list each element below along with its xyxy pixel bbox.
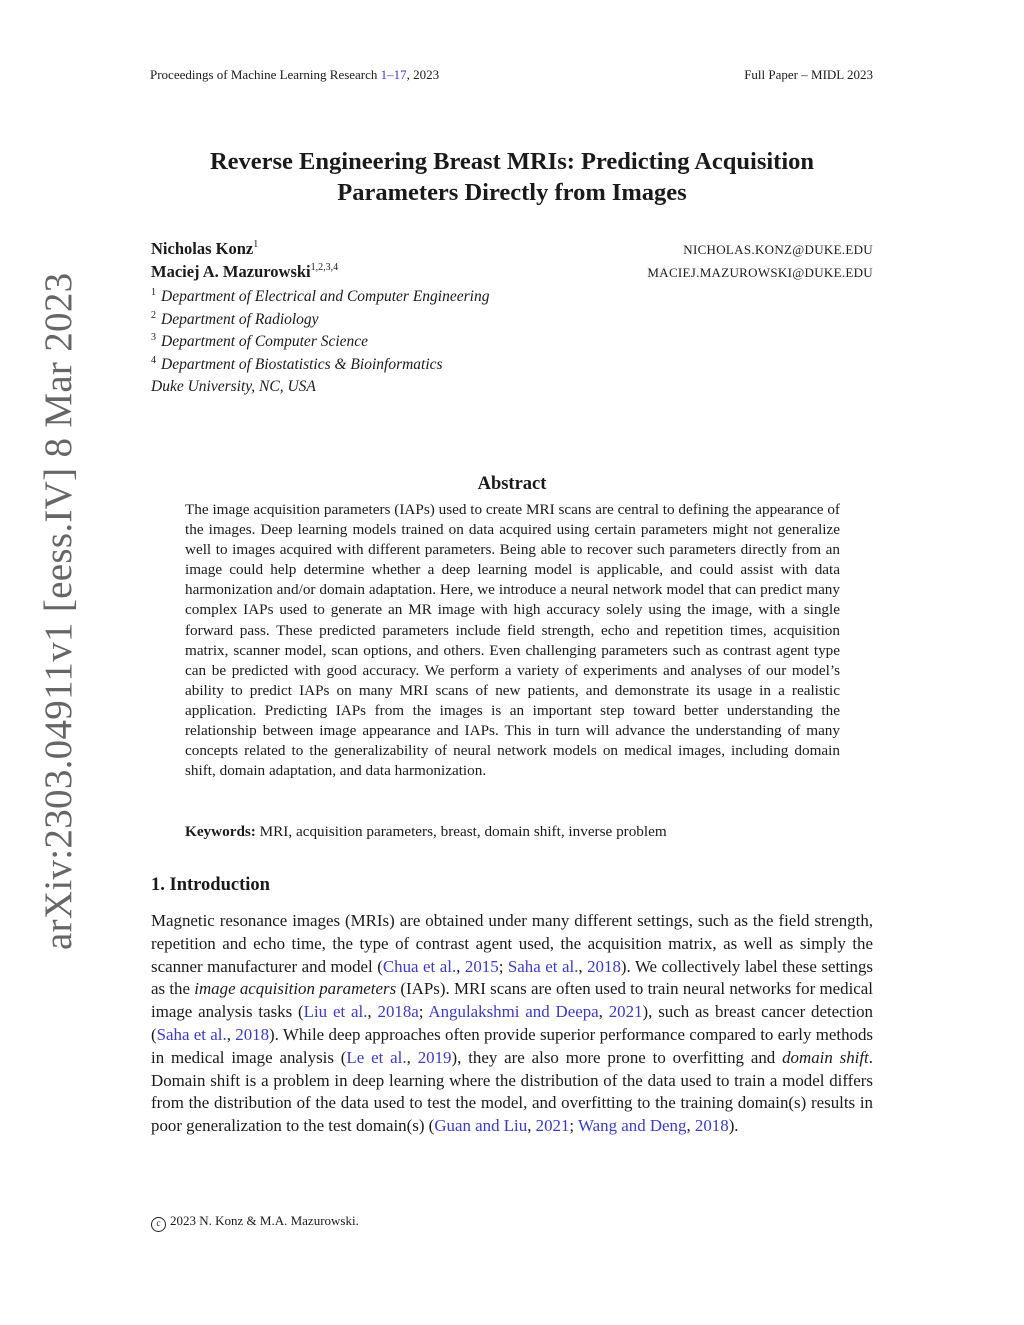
citation-link[interactable]: Angulakshmi and Deepa xyxy=(428,1002,599,1022)
keywords-label: Keywords: xyxy=(185,823,256,840)
author-email: MACIEJ.MAZUROWSKI@DUKE.EDU xyxy=(647,265,873,280)
citation-link[interactable]: 2015 xyxy=(464,956,499,976)
arxiv-watermark: arXiv:2303.04911v1 [eess.IV] 8 Mar 2023 xyxy=(37,272,80,950)
author-row xyxy=(151,239,873,262)
citation-link[interactable]: Saha et al. xyxy=(507,956,579,976)
citation-link[interactable]: 2018 xyxy=(587,956,621,976)
citation-link[interactable]: Wang and Deng xyxy=(578,1116,687,1136)
citation-link[interactable]: 2021 xyxy=(608,1002,643,1022)
affiliation-item: $^1$ Department of Electrical and Computer Engineering xyxy=(151,287,490,306)
citation-link[interactable]: Liu et al. xyxy=(303,1002,368,1022)
citation-link[interactable]: 2021 xyxy=(535,1116,570,1136)
copyright-text: 2023 N. Konz & M.A. Mazurowski. xyxy=(170,1213,359,1228)
title-line-1: Reverse Engineering Breast MRIs: Predicting Acquisition xyxy=(209,148,815,175)
affiliations xyxy=(151,287,489,400)
abstract-heading: Abstract xyxy=(477,474,547,494)
affiliation-item: $^2$ Department of Radiology xyxy=(151,309,319,328)
header-pages-link[interactable]: 1–17 xyxy=(380,67,407,82)
header-journal: Proceedings of Machine Learning Research xyxy=(150,67,378,82)
author-name: Maciej A. Mazurowski$^{1,2,3,4}$ xyxy=(151,261,339,281)
citation-link[interactable]: 2018a xyxy=(377,1002,419,1022)
section-paragraph: Magnetic resonance images (MRIs) are obtained under many different settings, such as the field strength, repetition and echo time, the type of contrast agent used, the acquisition matrix, as well as simply the scanner manufacturer and model (Chua et al., 2015; Saha et al., 2018). We collectively label these settings as the image acquisition parameters (IAPs). MRI scans are often used to train neural networks for medical image analysis tasks (Liu et al., 2018a; Angulakshmi and Deepa, 2021), such as breast cancer detection (Saha et al., 2018). While deep approaches often provide superior performance compared to early methods in medical image analysis (Le et al., 2019), they are also more prone to overfitting and domain shift. Domain shift is a problem in deep learning where the distribution of the data used to train a model differs from the distribution of the data used to test the model, and overfitting to the training domain(s) results in poor generalization to the test domain(s) (Guan and Liu, 2021; Wang and Deng, 2018). xyxy=(151,911,874,1136)
author-name: Nicholas Konz$^1$ xyxy=(151,238,259,258)
copyright-notice xyxy=(151,1213,359,1232)
abstract-text: The image acquisition parameters (IAPs) used to create MRI scans are central to defining the appearance of the images. Deep learning models trained on data acquired using certain parameters might not generalize well to images acquired with different parameters. Being able to recover such parameters directly from an image could help determine whether a deep learning model is applicable, and could assist with data harmonization and/or domain adaptation. Here, we introduce a neural network model that can predict many complex IAPs used to generate an MR image with high accuracy solely using the image, with a single forward pass. These predicted parameters include field strength, echo and repetition times, acquisition matrix, scanner model, scan options, and others. Even challenging parameters such as contrast agent type can be predicted with good accuracy. We perform a variety of experiments and analyses of our model’s ability to predict IAPs on many MRI scans of new patients, and demonstrate its usage in a realistic application. Predicting IAPs from the images is an important step toward better understanding the relationship between image appearance and IAPs. This in turn will advance the understanding of many concepts related to the generalizability of neural network models on medical images, including domain shift, domain adaptation, and data harmonization. xyxy=(185,501,840,780)
citation-link[interactable]: 2018 xyxy=(235,1024,270,1044)
keywords-text: MRI, acquisition parameters, breast, domain shift, inverse problem xyxy=(259,823,667,840)
author-email: NICHOLAS.KONZ@DUKE.EDU xyxy=(683,242,873,257)
running-header-left xyxy=(150,67,439,83)
section-heading: 1. Introduction xyxy=(151,875,270,895)
title-line-2: Parameters Directly from Images xyxy=(337,179,687,206)
citation-link[interactable]: Saha et al. xyxy=(156,1024,227,1044)
citation-link[interactable]: Guan and Liu xyxy=(434,1116,528,1136)
citation-link[interactable]: Chua et al. xyxy=(382,956,457,976)
author-block xyxy=(151,239,873,285)
affiliation-item: $^3$ Department of Computer Science xyxy=(151,332,369,351)
header-year: , 2023 xyxy=(406,67,440,82)
citation-link[interactable]: 2018 xyxy=(694,1116,729,1136)
copyright-icon: c xyxy=(151,1217,166,1232)
citation-link[interactable]: Le et al. xyxy=(346,1047,407,1067)
citation-link[interactable]: 2019 xyxy=(417,1047,452,1067)
paper-title xyxy=(100,146,924,208)
keywords xyxy=(185,823,840,841)
institution: Duke University, NC, USA xyxy=(151,377,316,395)
running-header-right: Full Paper – MIDL 2023 xyxy=(744,67,873,82)
affiliation-item: $^4$ Department of Biostatistics & Bioinformatics xyxy=(151,355,443,374)
author-row xyxy=(151,262,873,285)
